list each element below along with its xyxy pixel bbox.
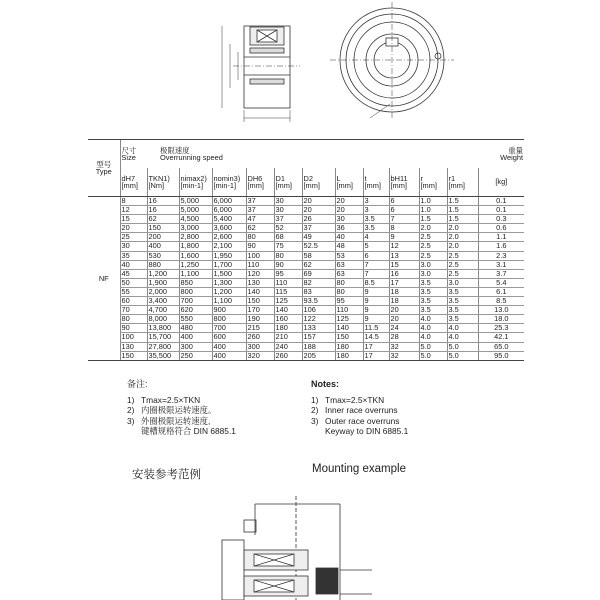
table-cell: 130 bbox=[120, 342, 147, 351]
table-cell: 190 bbox=[246, 315, 274, 324]
speed-header-zh: 极限速度 bbox=[160, 145, 190, 155]
table-cell: 3.5 bbox=[419, 287, 447, 296]
table-cell: 55 bbox=[120, 287, 147, 296]
table-cell: 150 bbox=[147, 224, 179, 233]
table-cell: 9 bbox=[363, 315, 389, 324]
table-cell: 15 bbox=[389, 260, 419, 269]
table-cell: 95 bbox=[335, 297, 363, 306]
table-cell: 1,950 bbox=[212, 251, 246, 260]
table-cell: 4.0 bbox=[419, 333, 447, 342]
notes-zh-item: 2) 内圈极限运转速度。 bbox=[127, 405, 217, 416]
table-cell: 75 bbox=[274, 242, 302, 251]
table-cell: 400 bbox=[147, 242, 179, 251]
mounting-title-en: Mounting example bbox=[312, 463, 406, 475]
table-cell: 0.6 bbox=[478, 224, 524, 233]
table-cell: 2.0 bbox=[447, 233, 478, 242]
table-cell: 69 bbox=[302, 269, 335, 278]
table-cell: 2.3 bbox=[478, 251, 524, 260]
table-cell: 50 bbox=[120, 278, 147, 287]
table-cell: 700 bbox=[179, 297, 212, 306]
table-cell: 20 bbox=[389, 315, 419, 324]
mounting-title-zh: 安装参考范例 bbox=[132, 469, 201, 481]
table-cell: 125 bbox=[335, 315, 363, 324]
table-cell: 130 bbox=[246, 278, 274, 287]
table-cell: 6.1 bbox=[478, 287, 524, 296]
table-cell: 32 bbox=[389, 342, 419, 351]
table-cell: 1.5 bbox=[419, 215, 447, 224]
table-cell: 42.1 bbox=[478, 333, 524, 342]
table-cell: 49 bbox=[302, 233, 335, 242]
table-cell: 7 bbox=[363, 269, 389, 278]
table-cell: 45 bbox=[120, 269, 147, 278]
table-cell: 2.5 bbox=[419, 251, 447, 260]
table-cell: 3.1 bbox=[478, 260, 524, 269]
table-cell: 140 bbox=[246, 287, 274, 296]
speed-header-en: Overrunning speed bbox=[160, 153, 223, 162]
table-cell: 2,100 bbox=[212, 242, 246, 251]
table-cell: 170 bbox=[246, 306, 274, 315]
table-cell: 40 bbox=[335, 233, 363, 242]
notes-en-item: Keyway to DIN 6885.1 bbox=[325, 425, 409, 436]
notes-en-item: 1) Tmax=2.5×TKN bbox=[311, 395, 385, 406]
col-d2: D2 [mm] bbox=[302, 168, 335, 197]
table-cell: 16 bbox=[147, 197, 179, 206]
table-cell: 157 bbox=[302, 333, 335, 342]
table-cell: 25.3 bbox=[478, 324, 524, 333]
table-cell: 800 bbox=[212, 315, 246, 324]
table-cell: 2.5 bbox=[419, 233, 447, 242]
table-cell: 4,500 bbox=[179, 215, 212, 224]
table-cell: 125 bbox=[274, 297, 302, 306]
table-cell: 7 bbox=[389, 215, 419, 224]
table-cell: 1,500 bbox=[212, 269, 246, 278]
table-cell: 30 bbox=[335, 215, 363, 224]
table-cell: 4.0 bbox=[447, 333, 478, 342]
table-cell: 18.0 bbox=[478, 315, 524, 324]
table-cell: 4.0 bbox=[419, 324, 447, 333]
table-cell: 2.5 bbox=[447, 269, 478, 278]
table-cell: 80 bbox=[120, 315, 147, 324]
table-cell: 1.5 bbox=[447, 215, 478, 224]
table-cell: 6 bbox=[389, 206, 419, 215]
table-cell: 3.0 bbox=[447, 278, 478, 287]
table-cell: 2.5 bbox=[447, 260, 478, 269]
table-cell: 48 bbox=[335, 242, 363, 251]
table-cell: 8,000 bbox=[147, 315, 179, 324]
table-cell: 1,100 bbox=[179, 269, 212, 278]
table-cell: 80 bbox=[246, 233, 274, 242]
table-cell: 320 bbox=[246, 351, 274, 360]
table-cell: 52.5 bbox=[302, 242, 335, 251]
table-cell: 30 bbox=[274, 197, 302, 206]
table-cell: 400 bbox=[179, 333, 212, 342]
table-cell: 0.3 bbox=[478, 215, 524, 224]
table-cell: 16 bbox=[389, 269, 419, 278]
table-cell: 27,800 bbox=[147, 342, 179, 351]
table-cell: 1,100 bbox=[212, 297, 246, 306]
table-cell: 3.5 bbox=[419, 306, 447, 315]
table-cell: 1.0 bbox=[419, 197, 447, 206]
table-cell: 12 bbox=[120, 206, 147, 215]
table-cell: 3.5 bbox=[447, 297, 478, 306]
table-cell: 20 bbox=[389, 306, 419, 315]
table-cell: 188 bbox=[302, 342, 335, 351]
type-header-zh: 型号 bbox=[96, 159, 112, 169]
table-cell: 13,800 bbox=[147, 324, 179, 333]
table-cell: 2.0 bbox=[419, 224, 447, 233]
col-r1: r1 [mm] bbox=[447, 168, 478, 197]
table-cell: 900 bbox=[212, 306, 246, 315]
table-cell: 8 bbox=[120, 197, 147, 206]
notes-en-title: Notes: bbox=[311, 379, 340, 389]
table-cell: 1,250 bbox=[179, 260, 212, 269]
table-cell: 400 bbox=[212, 351, 246, 360]
table-cell: 2,800 bbox=[179, 233, 212, 242]
size-header-en: Size bbox=[121, 153, 136, 162]
col-d: dH7 [mm] bbox=[120, 168, 147, 197]
table-cell: 47 bbox=[246, 215, 274, 224]
table-cell: 5,400 bbox=[212, 215, 246, 224]
table-cell: 880 bbox=[147, 260, 179, 269]
table-cell: 530 bbox=[147, 251, 179, 260]
table-cell: 3.0 bbox=[419, 269, 447, 278]
col-tkn: TKN1) [Nm] bbox=[147, 168, 179, 197]
table-cell: 4.0 bbox=[447, 324, 478, 333]
table-cell: 1.6 bbox=[478, 242, 524, 251]
table-cell: 37 bbox=[246, 206, 274, 215]
table-cell: 83 bbox=[302, 287, 335, 296]
table-cell: 300 bbox=[179, 342, 212, 351]
table-cell: 95.0 bbox=[478, 351, 524, 360]
table-cell: 15,700 bbox=[147, 333, 179, 342]
table-cell: 35,500 bbox=[147, 351, 179, 360]
type-header-en: Type bbox=[95, 167, 112, 176]
table-cell: 0.1 bbox=[478, 197, 524, 206]
table-cell: 2.0 bbox=[447, 242, 478, 251]
table-cell: 16 bbox=[147, 206, 179, 215]
table-cell: 6 bbox=[363, 251, 389, 260]
table-cell: 110 bbox=[274, 278, 302, 287]
table-cell: 180 bbox=[335, 351, 363, 360]
table-cell: 3.0 bbox=[419, 260, 447, 269]
table-cell: 1,800 bbox=[179, 242, 212, 251]
table-cell: 7 bbox=[363, 260, 389, 269]
table-cell: 140 bbox=[274, 306, 302, 315]
table-cell: 62 bbox=[246, 224, 274, 233]
table-cell: 5.0 bbox=[419, 342, 447, 351]
table-cell: 300 bbox=[246, 342, 274, 351]
table-cell: 6,000 bbox=[212, 197, 246, 206]
table-cell: 5.0 bbox=[447, 342, 478, 351]
table-cell: 17 bbox=[363, 351, 389, 360]
table-cell: 1.0 bbox=[419, 206, 447, 215]
table-cell: 9 bbox=[363, 297, 389, 306]
table-cell: 3.5 bbox=[447, 287, 478, 296]
table-cell: 2,000 bbox=[147, 287, 179, 296]
table-cell: 110 bbox=[335, 306, 363, 315]
table-cell: 95 bbox=[274, 269, 302, 278]
table-cell: 28 bbox=[389, 333, 419, 342]
table-cell: 3.5 bbox=[363, 215, 389, 224]
table-cell: 210 bbox=[274, 333, 302, 342]
table-cell: 180 bbox=[335, 342, 363, 351]
table-cell: 17 bbox=[363, 342, 389, 351]
notes-en-item: 3) Outer race overruns bbox=[311, 415, 400, 426]
table-cell: 4.0 bbox=[419, 315, 447, 324]
col-nimax: nimax2) [min-1] bbox=[179, 168, 212, 197]
table-cell: 14.5 bbox=[363, 333, 389, 342]
table-cell: 8 bbox=[389, 224, 419, 233]
col-nomin: nomin3) [min-1] bbox=[212, 168, 246, 197]
table-cell: 2.5 bbox=[447, 251, 478, 260]
table-cell: 8.5 bbox=[478, 297, 524, 306]
table-cell: 3.5 bbox=[363, 224, 389, 233]
table-cell: 110 bbox=[246, 260, 274, 269]
table-cell: 5.4 bbox=[478, 278, 524, 287]
table-cell: 4,700 bbox=[147, 306, 179, 315]
table-cell: 3 bbox=[363, 197, 389, 206]
weight-header-en: Weight bbox=[500, 153, 524, 162]
table-cell: 150 bbox=[335, 333, 363, 342]
table-cell: 160 bbox=[274, 315, 302, 324]
table-cell: 150 bbox=[246, 297, 274, 306]
table-cell: 65.0 bbox=[478, 342, 524, 351]
table-cell: 37 bbox=[274, 215, 302, 224]
table-cell: 36 bbox=[335, 224, 363, 233]
table-cell: 13 bbox=[389, 251, 419, 260]
table-cell: 133 bbox=[302, 324, 335, 333]
notes-zh-item: 3) 外圈极限运转速度, bbox=[127, 415, 211, 426]
col-r: r [mm] bbox=[419, 168, 447, 197]
table-cell: 53 bbox=[335, 251, 363, 260]
table-cell: 2.0 bbox=[447, 224, 478, 233]
table-cell: 12 bbox=[389, 242, 419, 251]
table-cell: 850 bbox=[179, 278, 212, 287]
table-cell: 550 bbox=[179, 315, 212, 324]
notes-zh-item: 1) Tmax=2.5×TKN bbox=[127, 395, 201, 406]
table-cell: 3.5 bbox=[419, 278, 447, 287]
table-cell: 180 bbox=[274, 324, 302, 333]
table-cell: 30 bbox=[274, 206, 302, 215]
table-cell: 2.5 bbox=[419, 242, 447, 251]
table-cell: 30 bbox=[120, 242, 147, 251]
table-cell: 5 bbox=[363, 242, 389, 251]
table-cell: 90 bbox=[274, 260, 302, 269]
table-cell: 1,200 bbox=[212, 287, 246, 296]
table-cell: 115 bbox=[274, 287, 302, 296]
table-cell: 5,000 bbox=[179, 206, 212, 215]
table-cell: 8.5 bbox=[363, 278, 389, 287]
table-cell: 3.5 bbox=[447, 315, 478, 324]
table-cell: 70 bbox=[120, 306, 147, 315]
table-cell: 17 bbox=[389, 278, 419, 287]
table-cell: 20 bbox=[335, 197, 363, 206]
table-cell: 1,200 bbox=[147, 269, 179, 278]
table-cell: 3.5 bbox=[447, 306, 478, 315]
table-cell: 62 bbox=[302, 260, 335, 269]
table-cell: 18 bbox=[389, 287, 419, 296]
col-l: L [mm] bbox=[335, 168, 363, 197]
table-cell: 20 bbox=[335, 206, 363, 215]
table-cell: 140 bbox=[335, 324, 363, 333]
table-cell: 40 bbox=[120, 260, 147, 269]
table-cell: 2,600 bbox=[212, 233, 246, 242]
table-cell: 3 bbox=[363, 206, 389, 215]
table-cell: 106 bbox=[302, 306, 335, 315]
size-header-zh: 尺寸 bbox=[121, 145, 137, 155]
table-cell: 25 bbox=[120, 233, 147, 242]
table-cell: 205 bbox=[302, 351, 335, 360]
col-b: bH11 [mm] bbox=[389, 168, 419, 197]
table-cell: 3,400 bbox=[147, 297, 179, 306]
weight-header-zh: 重量 bbox=[508, 145, 524, 155]
table-cell: 3.7 bbox=[478, 269, 524, 278]
table-cell: 37 bbox=[302, 224, 335, 233]
table-cell: 24 bbox=[389, 324, 419, 333]
table-cell: 9 bbox=[363, 287, 389, 296]
table-cell: 120 bbox=[246, 269, 274, 278]
table-cell: 5,000 bbox=[179, 197, 212, 206]
table-cell: 15 bbox=[120, 215, 147, 224]
table-cell: 620 bbox=[179, 306, 212, 315]
table-cell: 82 bbox=[302, 278, 335, 287]
table-cell: 250 bbox=[179, 351, 212, 360]
table-cell: 5.0 bbox=[447, 351, 478, 360]
table-cell: 240 bbox=[274, 342, 302, 351]
table-cell: 100 bbox=[120, 333, 147, 342]
table-cell: 4 bbox=[363, 233, 389, 242]
notes-en-item: 2) Inner race overruns bbox=[311, 405, 398, 416]
table-cell: 122 bbox=[302, 315, 335, 324]
notes-zh-title: 备注: bbox=[127, 379, 148, 389]
table-cell: 80 bbox=[335, 278, 363, 287]
table-cell: 90 bbox=[246, 242, 274, 251]
table-cell: 63 bbox=[335, 260, 363, 269]
table-cell: 52 bbox=[274, 224, 302, 233]
table-cell: 1,900 bbox=[147, 278, 179, 287]
table-cell: 63 bbox=[335, 269, 363, 278]
table-cell: 80 bbox=[274, 251, 302, 260]
table-cell: 60 bbox=[120, 297, 147, 306]
col-t: t [mm] bbox=[363, 168, 389, 197]
table-cell: 93.5 bbox=[302, 297, 335, 306]
table-cell: 600 bbox=[212, 333, 246, 342]
table-cell: 26 bbox=[302, 215, 335, 224]
notes-zh-item: 键槽规格符合 DIN 6885.1 bbox=[141, 425, 236, 436]
table-cell: 1.5 bbox=[447, 197, 478, 206]
table-cell: 1,700 bbox=[212, 260, 246, 269]
table-cell: 58 bbox=[302, 251, 335, 260]
table-cell: 9 bbox=[389, 233, 419, 242]
table-cell: 68 bbox=[274, 233, 302, 242]
table-cell: 9 bbox=[363, 306, 389, 315]
table-cell: 200 bbox=[147, 233, 179, 242]
col-d1: D1 [mm] bbox=[274, 168, 302, 197]
table-cell: 0.1 bbox=[478, 206, 524, 215]
table-cell: 215 bbox=[246, 324, 274, 333]
table-cell: 13.0 bbox=[478, 306, 524, 315]
table-cell: 18 bbox=[389, 297, 419, 306]
col-weight: [kg] bbox=[478, 168, 524, 197]
table-cell: 100 bbox=[246, 251, 274, 260]
table-cell: 35 bbox=[120, 251, 147, 260]
col-dh6: DH6 [mm] bbox=[246, 168, 274, 197]
table-cell: 32 bbox=[389, 351, 419, 360]
table-cell: 1.5 bbox=[447, 206, 478, 215]
table-cell: 1,600 bbox=[179, 251, 212, 260]
table-cell: 11.5 bbox=[363, 324, 389, 333]
table-cell: 6,000 bbox=[212, 206, 246, 215]
table-cell: 150 bbox=[120, 351, 147, 360]
table-cell: 3,600 bbox=[212, 224, 246, 233]
table-cell: 37 bbox=[246, 197, 274, 206]
table-cell: 700 bbox=[212, 324, 246, 333]
table-cell: 20 bbox=[120, 224, 147, 233]
table-cell: 1.1 bbox=[478, 233, 524, 242]
table-cell: 3,000 bbox=[179, 224, 212, 233]
table-cell: 20 bbox=[302, 197, 335, 206]
table-cell: 3.5 bbox=[419, 297, 447, 306]
table-cell: 260 bbox=[246, 333, 274, 342]
table-cell: 90 bbox=[120, 324, 147, 333]
type-cell: NF bbox=[88, 197, 120, 361]
table-cell: 480 bbox=[179, 324, 212, 333]
table-cell: 62 bbox=[147, 215, 179, 224]
table-cell: 20 bbox=[302, 206, 335, 215]
table-cell: 1,300 bbox=[212, 278, 246, 287]
table-cell: 260 bbox=[274, 351, 302, 360]
table-cell: 400 bbox=[212, 342, 246, 351]
table-cell: 5.0 bbox=[419, 351, 447, 360]
table-cell: 800 bbox=[179, 287, 212, 296]
table-cell: 6 bbox=[389, 197, 419, 206]
table-cell: 80 bbox=[335, 287, 363, 296]
